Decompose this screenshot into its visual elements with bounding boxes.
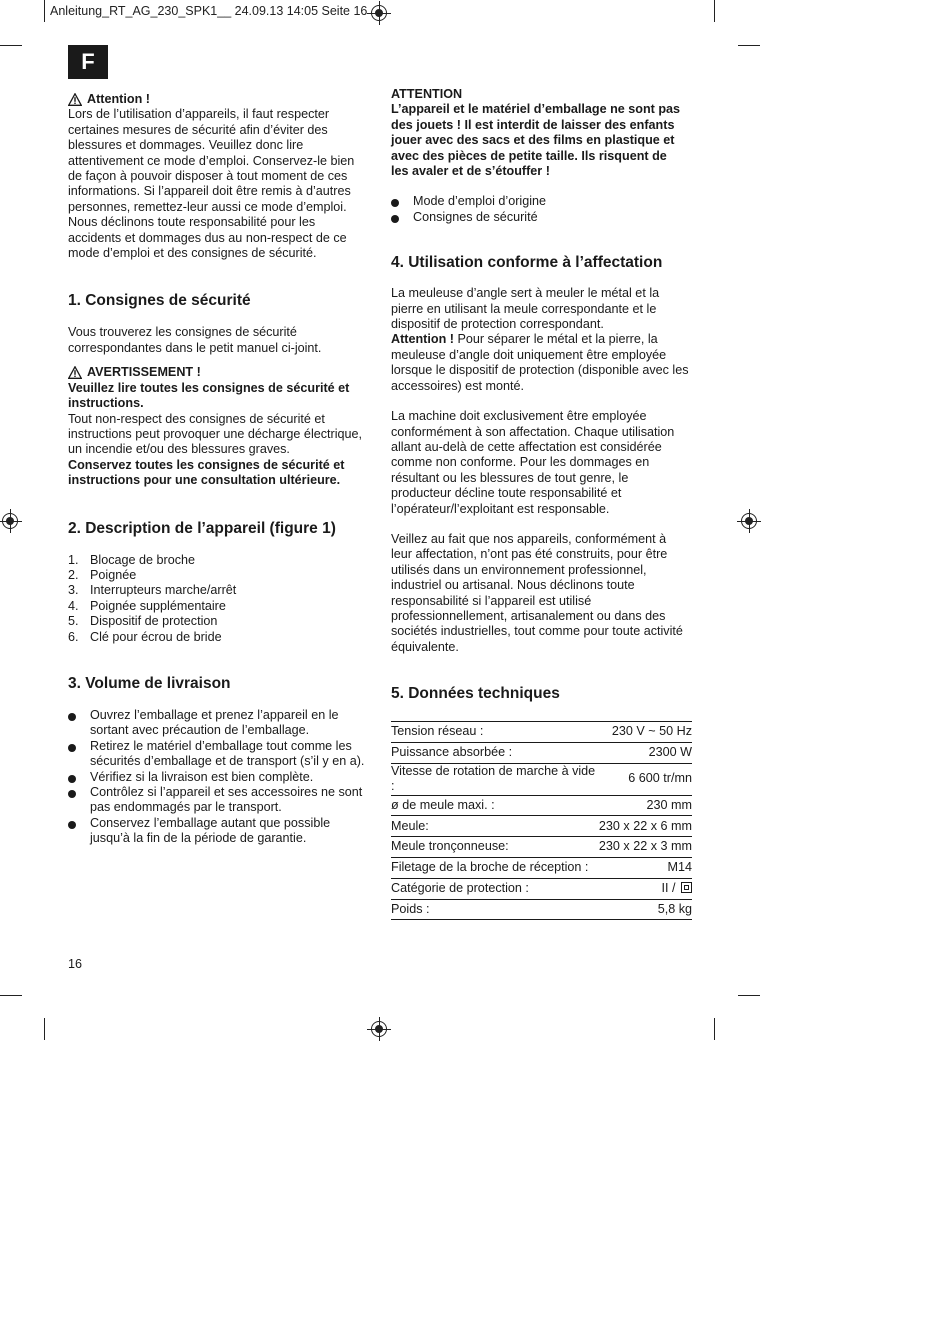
usage-paragraph-3: Veillez au fait que nos appareils, conformément à leur affectation, n’ont pas été construits, pour être utilisés dans un environnement professionnel, industriel ou artisanal. Nous déclinons toute responsabilité si l’appareil est utilisé professionnellement, artisanalement ou dans des sociétés industrielles, tout comme pour toute activité équivalente. (391, 531, 683, 654)
list-item: 1. Blocage de broche (68, 552, 196, 567)
language-tab: F (68, 45, 108, 79)
table-row: Vitesse de rotation de marche à vide : 6 600 tr/mn (391, 763, 692, 794)
list-item: Ouvrez l’emballage et prenez l’appareil en le sortant avec précaution de l’emballage. (68, 708, 366, 739)
crop-mark (714, 0, 715, 22)
protection-class-icon (681, 882, 692, 893)
table-row: Meule tronçonneuse: 230 x 22 x 3 mm (391, 837, 692, 858)
print-header: Anleitung_RT_AG_230_SPK1__ 24.09.13 14:05 Seite 16 (50, 4, 368, 18)
list-item: 5. Dispositif de protection (68, 614, 218, 629)
technical-data-table (391, 721, 692, 920)
section-3-title: 3. Volume de livraison (68, 674, 231, 692)
left-column (68, 92, 366, 847)
list-item: 6. Clé pour écrou de bride (68, 629, 222, 644)
registration-mark-top (371, 5, 387, 21)
list-item: Conservez l’emballage autant que possible jusqu’à la fin de la période de garantie. (68, 816, 366, 847)
list-item: Consignes de sécurité (391, 210, 693, 225)
warning-bold-text: Veuillez lire toutes les consignes de sécurité et instructions. (68, 380, 350, 411)
table-row: Puissance absorbée : 2300 W (391, 742, 692, 763)
warning-triangle-icon (68, 366, 82, 379)
crop-mark (738, 995, 760, 996)
registration-mark-right (741, 513, 757, 529)
list-item: Retirez le matériel d’emballage tout comme les sécurités d’emballage et de transport (s’il y en a). (68, 739, 366, 770)
crop-mark (0, 45, 22, 46)
section-4-title: 4. Utilisation conforme à l’affectation (391, 254, 663, 272)
registration-mark-bottom (371, 1021, 387, 1037)
usage-paragraph-2: La machine doit exclusivement être employée conformément à son affectation. Chaque utilisation allant au-delà de cette affectation est considérée comme non conforme. Pour les dommages en résultant ou les blessures de tout genre, le producteur décline toute responsabilité et l’opérateur/l’exploitant est responsable. (391, 409, 675, 516)
list-item: 4. Poignée supplémentaire (68, 598, 226, 613)
attention-text: L’appareil et le matériel d’emballage ne sont pas des jouets ! Il est interdit de laisser des enfants jouer avec des sacs et des films en plastique et avec des pièces de petite taille. Ils risquent de les avaler et de s’étouffer ! (391, 102, 681, 179)
avertissement-heading: AVERTISSEMENT ! (68, 365, 366, 380)
table-row: Catégorie de protection : II / (391, 878, 692, 899)
table-row: Tension réseau : 230 V ~ 50 Hz (391, 722, 692, 743)
attention-heading: ATTENTION (391, 87, 463, 101)
table-row: Filetage de la broche de réception : M14 (391, 857, 692, 878)
warning-bold-text-2: Conservez toutes les consignes de sécurité et instructions pour une consultation ultérieure. (68, 457, 345, 488)
section-1-text: Vous trouverez les consignes de sécurité correspondantes dans le petit manuel ci-joint. (68, 325, 322, 355)
warning-text: Tout non-respect des consignes de sécurité et instructions peut provoquer une décharge électrique, un incendie et/ou des blessures graves. (68, 411, 363, 457)
documents-list (391, 194, 693, 225)
usage-paragraph-1: La meuleuse d’angle sert à meuler le métal et la pierre en utilisant la meule correspondante et le dispositif de protection correspondant. Attention ! Pour séparer le métal et la pierre, la meuleuse d’angle doit uniquement être employée lorsque le dispositif de protection (disponible avec les accessoires) est monté. (391, 286, 689, 393)
list-item: 3. Interrupteurs marche/arrêt (68, 583, 237, 598)
crop-mark (44, 1018, 45, 1040)
section-5-title: 5. Données techniques (391, 685, 560, 703)
table-row: ø de meule maxi. : 230 mm (391, 795, 692, 816)
section-2-title: 2. Description de l’appareil (figure 1) (68, 519, 336, 537)
registration-mark-left (2, 513, 18, 529)
page-number: 16 (68, 957, 83, 971)
crop-mark (714, 1018, 715, 1040)
crop-mark (738, 45, 760, 46)
list-item: Mode d’emploi d’origine (391, 194, 693, 209)
list-item: Vérifiez si la livraison est bien complète. (68, 770, 366, 785)
list-item: Contrôlez si l’appareil et ses accessoires ne sont pas endommagés par le transport. (68, 785, 366, 816)
table-row: Meule: 230 x 22 x 6 mm (391, 816, 692, 837)
parts-list (68, 553, 366, 645)
right-column (391, 87, 693, 920)
intro-paragraph: Lors de l’utilisation d’appareils, il faut respecter certaines mesures de sécurité afin d’éviter des blessures et dommages. Veuillez donc lire attentivement ce mode d’emploi. Conservez-le bien de façon à pouvoir disposer à tout moment de ces informations. Si l’appareil doit être remis à d’autres personnes, remettez-leur aussi ce mode d’emploi. Nous déclinons toute responsabilité pour les accidents et dommages dus au non-respect de ce mode d’emploi et des consignes de sécurité. (68, 107, 355, 261)
intro-warning-heading: Attention ! (68, 92, 366, 107)
crop-mark (0, 995, 22, 996)
warning-triangle-icon (68, 93, 82, 106)
table-row: Poids : 5,8 kg (391, 899, 692, 920)
crop-mark (44, 0, 45, 22)
list-item: 2. Poignée (68, 567, 137, 582)
section-1-title: 1. Consignes de sécurité (68, 292, 251, 310)
delivery-list (68, 708, 366, 847)
